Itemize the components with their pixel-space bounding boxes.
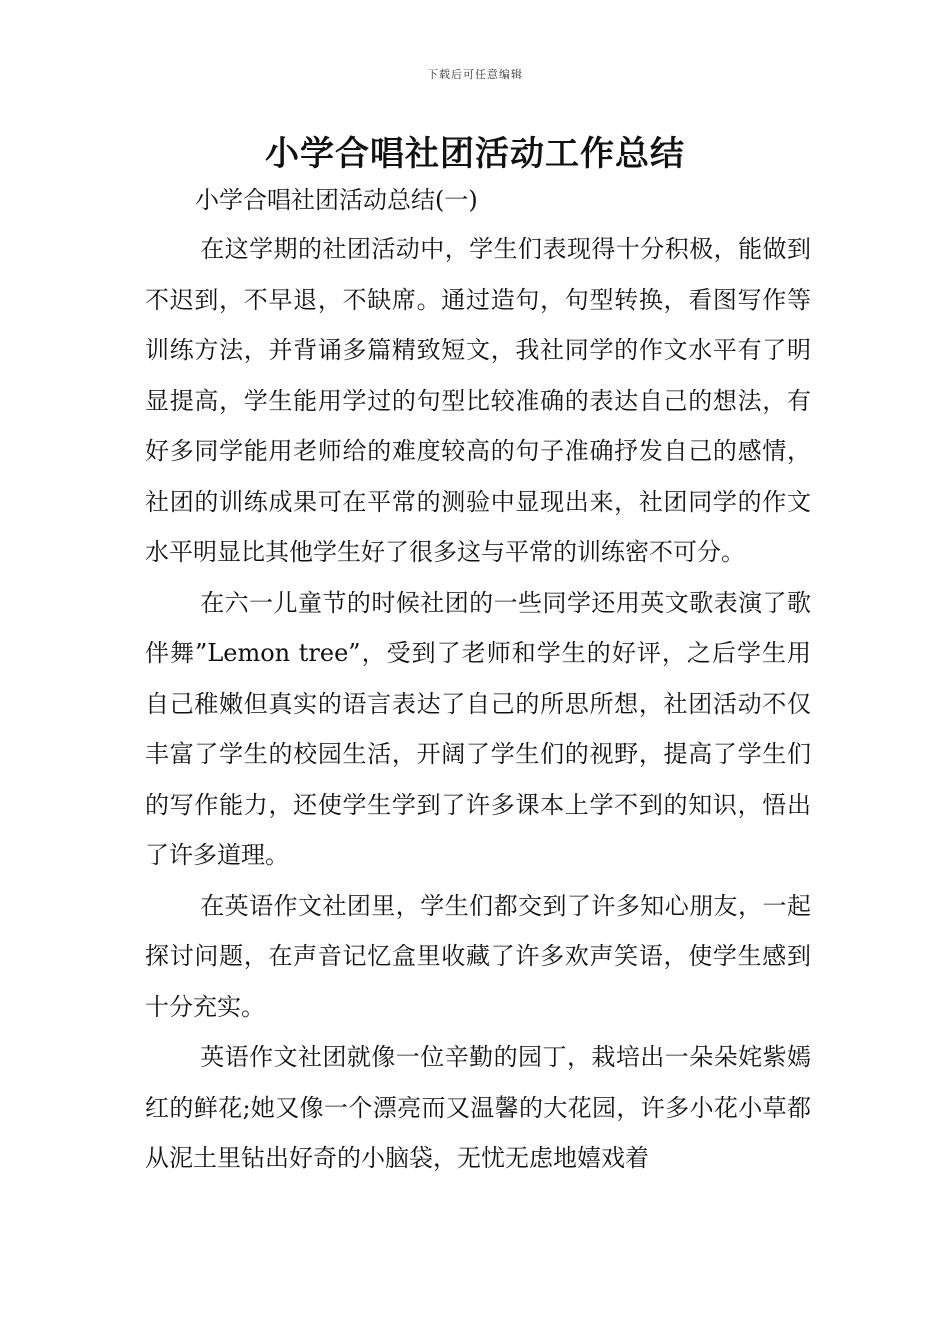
paragraph: 在这学期的社团活动中，学生们表现得十分积极，能做到不迟到，不早退，不缺席。通过造句，句型转换，看图写作等训练方法，并背诵多篇精致短文，我社同学的作文水平有了明显提高，学生能用学过的句型比较准确的表达自己的想法，有好多同学能用老师给的难度较高的句子准确抒发自己的感情，社团的训练成果可在平常的测验中显现出来，社团同学的作文水平明显比其他学生好了很多这与平常的训练密不可分。 <box>145 235 811 566</box>
header-note: 下载后可任意编辑 <box>427 68 523 81</box>
paragraph: 英语作文社团就像一位辛勤的园丁，栽培出一朵朵姹紫嫣红的鲜花;她又像一个漂亮而又温馨的大花园，许多小花小草都从泥土里钻出好奇的小脑袋，无忧无虑地嬉戏着 <box>145 1043 811 1172</box>
document-body <box>145 224 811 1184</box>
paragraph: 在英语作文社团里，学生们都交到了许多知心朋友，一起探讨问题，在声音记忆盒里收藏了许多欢声笑语，使学生感到十分充实。 <box>145 891 811 1021</box>
section-subtitle: 小学合唱社团活动总结(一) <box>195 186 478 214</box>
document-title: 小学合唱社团活动工作总结 <box>265 134 685 174</box>
paragraph: 在六一儿童节的时候社团的一些同学还用英文歌表演了歌伴舞”Lemon tree”，受到了老师和学生的好评，之后学生用自己稚嫩但真实的语言表达了自己的所思所想，社团活动不仅丰富了学生的校园生活，开阔了学生们的视野，提高了学生们的写作能力，还使学生学到了许多课本上学不到的知识，悟出了许多道理。 <box>145 588 811 869</box>
